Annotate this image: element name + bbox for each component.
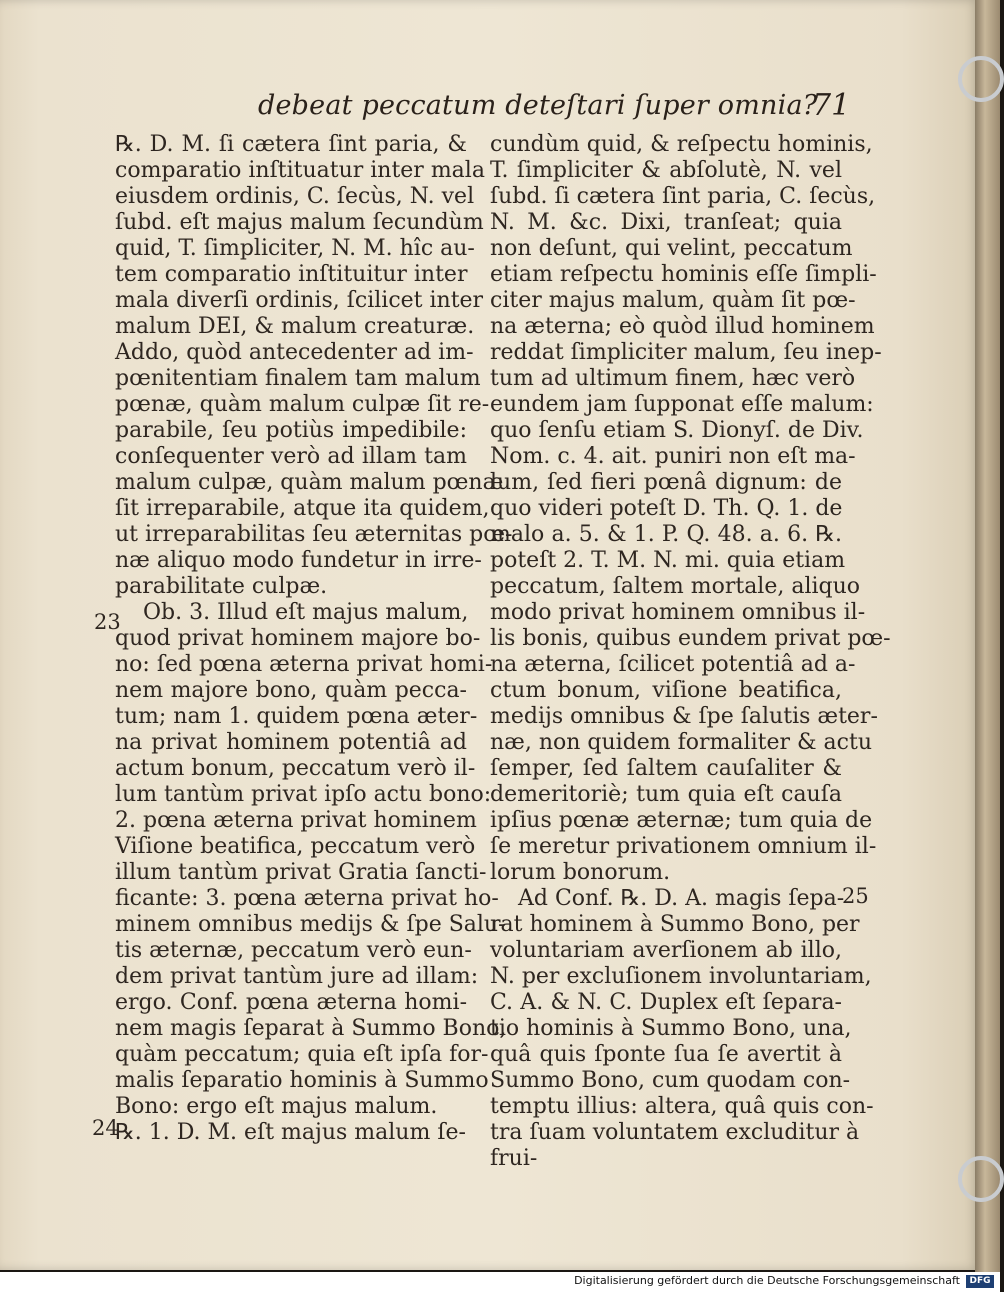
text-line: malum culpæ, quàm malum pœnæ [115,470,504,495]
footer-credit: Digitalisierung gefördert durch die Deutsche Forschungsgemeinschaft [574,1274,960,1287]
text-line: Ad Conf. ℞. D. A. magis ſepa- [518,886,845,911]
text-line: Bono: ergo eſt majus malum. [115,1094,438,1119]
margin-number-23: 23 [94,610,121,634]
text-line: Nom. c. 4. ait. puniri non eſt ma- [490,444,856,469]
text-line: lum, ſed fieri pœnâ dignum: de [490,470,842,495]
binder-ring-bottom [958,1156,1004,1202]
text-line: Addo, quòd antecedenter ad im- [115,340,474,365]
text-line: parabilitate culpæ. [115,574,328,599]
text-line: pœnæ, quàm malum culpæ ſit re- [115,392,490,417]
text-line: eundem jam ſupponat eſſe malum: [490,392,874,417]
text-line: peccatum, ſaltem mortale, aliquo [490,574,861,599]
text-line: comparatio inſtituatur inter mala [115,158,485,183]
text-line: næ aliquo modo fundetur in irre- [115,548,482,573]
text-line: citer majus malum, quàm ſit pœ- [490,288,856,313]
text-line: quid, T. ſimpliciter, N. M. hîc au- [115,236,475,261]
text-line: T. ſimpliciter & abſolutè, N. vel [490,158,842,183]
text-line: tra ſuam voluntatem excluditur à [490,1120,860,1145]
text-line: temptu illius: altera, quâ quis con- [490,1094,874,1119]
margin-number-24: 24 [92,1116,119,1140]
text-line: tum; nam 1. quidem pœna æter- [115,704,478,729]
text-line: lorum bonorum. [490,860,671,885]
text-line: rat hominem à Summo Bono, per [490,912,860,937]
text-line: N. M. &c. Dixi, tranſeat; quia [490,210,842,235]
text-line: malis ſeparatio hominis à Summo [115,1068,489,1093]
page-number: 71 [812,88,851,123]
text-line: C. A. & N. C. Duplex eſt ſepara- [490,990,842,1015]
text-line: ficante: 3. pœna æterna privat ho- [115,886,499,911]
text-line: na æterna; eò quòd illud hominem [490,314,875,339]
text-line: tem comparatio inſtituitur inter [115,262,468,287]
text-line: malum DEI, & malum creaturæ. [115,314,475,339]
text-line: ctum bonum, viſione beatifica, [490,678,842,703]
running-title: debeat peccatum deteſtari ſuper omnia? [258,90,818,121]
text-line: tio hominis à Summo Bono, una, [490,1016,852,1041]
text-line: tis æternæ, peccatum verò eun- [115,938,472,963]
text-line: parabile, ſeu potiùs impedibile: [115,418,467,443]
text-line: etiam reſpectu hominis eſſe ſimpli- [490,262,877,287]
text-line: quo videri poteſt D. Th. Q. 1. de [490,496,843,521]
text-line: ergo. Conf. pœna æterna homi- [115,990,467,1015]
dfg-logo: DFG [966,1275,994,1288]
text-line: cundùm quid, & reſpectu hominis, [490,132,873,157]
text-line: næ, non quidem formaliter & actu [490,730,873,755]
text-line: quâ quis ſponte ſua ſe avertit à [490,1042,842,1067]
text-line: eiusdem ordinis, C. ſecùs, N. vel [115,184,475,209]
digitization-footer [0,1272,1000,1292]
text-line: na æterna, ſcilicet potentiâ ad a- [490,652,856,677]
text-line: na privat hominem potentiâ ad [115,730,467,755]
margin-number-25: 25 [842,884,869,908]
text-line: ut irreparabilitas ſeu æternitas pœ- [115,522,513,547]
text-line: illum tantùm privat Gratia ſancti- [115,860,487,885]
text-line: ſubd. eſt majus malum ſecundùm [115,210,484,235]
text-line: no: ſed pœna æterna privat homi- [115,652,493,677]
text-line: modo privat hominem omnibus il- [490,600,866,625]
text-line: N. per excluſionem involuntariam, [490,964,872,989]
text-line: tum ad ultimum finem, hæc verò [490,366,856,391]
text-line: nem magis ſeparat à Summo Bono, [115,1016,507,1041]
text-line: demeritoriè; tum quia eſt cauſa [490,782,842,807]
text-line: lis bonis, quibus eundem privat pœ- [490,626,891,651]
binder-ring-top [958,56,1004,102]
text-line: ℞. D. M. ſi cætera ſint paria, & [115,132,467,157]
text-line: 2. pœna æterna privat hominem [115,808,477,833]
text-line: reddat ſimpliciter malum, ſeu inep- [490,340,882,365]
text-line: conſequenter verò ad illam tam [115,444,467,469]
text-line: medijs omnibus & ſpe ſalutis æter- [490,704,878,729]
running-header [0,88,980,128]
left-text-column [115,132,513,1146]
text-line: dem privat tantùm jure ad illam: [115,964,479,989]
text-line: malo a. 5. & 1. P. Q. 48. a. 6. ℞. [490,522,842,547]
text-line: quo ſenſu etiam S. Dionyſ. de Div. [490,418,864,443]
text-line: quàm peccatum; quia eſt ipſa for- [115,1042,489,1067]
text-line: ℞. 1. D. M. eſt majus malum ſe- [115,1120,466,1145]
text-line: ſit irreparabile, atque ita quidem, [115,496,490,521]
text-line: ſubd. ſi cætera ſint paria, C. ſecùs, [490,184,876,209]
text-line: non deſunt, qui velint, peccatum [490,236,853,261]
text-line: quod privat hominem majore bo- [115,626,481,651]
page-edge [975,0,1000,1272]
text-line: Viſione beatifica, peccatum verò [115,834,476,859]
text-line: pœnitentiam finalem tam malum [115,366,481,391]
text-line: voluntariam averſionem ab illo, [490,938,842,963]
text-line: lum tantùm privat ipſo actu bono: [115,782,492,807]
text-line: minem omnibus medijs & ſpe Salu- [115,912,506,937]
text-line: actum bonum, peccatum verò il- [115,756,476,781]
text-line: Summo Bono, cum quodam con- [490,1068,851,1093]
text-line: poteſt 2. T. M. N. mi. quia etiam [490,548,846,573]
text-line: frui- [490,1146,538,1171]
text-line: Ob. 3. Illud eſt majus malum, [143,600,469,625]
text-line: ipſius pœnæ æternæ; tum quia de [490,808,873,833]
text-line: mala diverſi ordinis, ſcilicet inter [115,288,484,313]
text-line: nem majore bono, quàm pecca- [115,678,467,703]
text-line: ſe meretur privationem omnium il- [490,834,877,859]
text-line: ſemper, ſed ſaltem cauſaliter & [490,756,842,781]
